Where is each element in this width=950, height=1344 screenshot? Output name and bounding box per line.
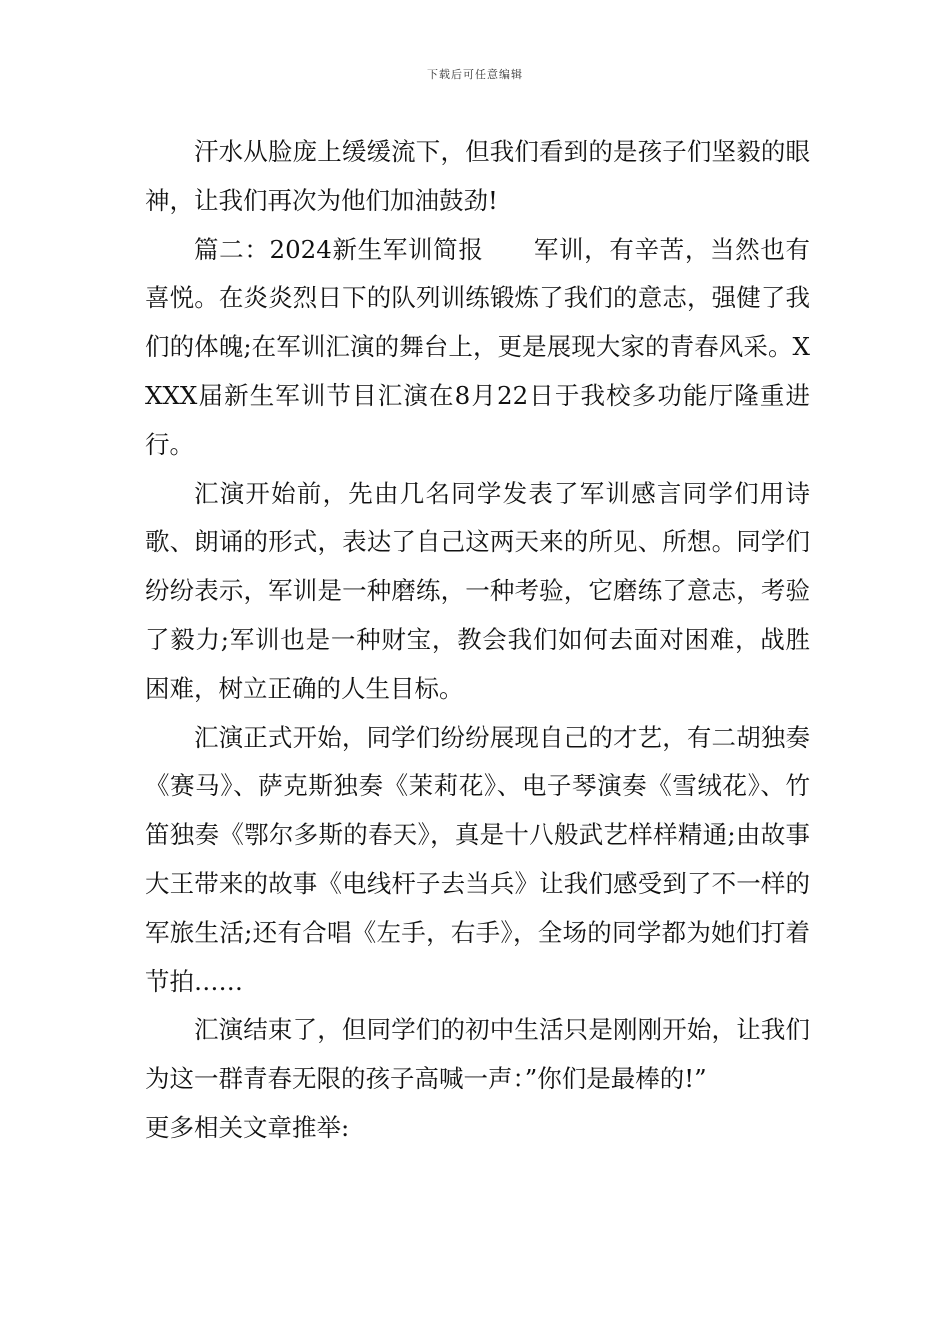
paragraph-sweat: 汗水从脸庞上缓缓流下，但我们看到的是孩子们坚毅的眼神，让我们再次为他们加油鼓劲! [145,137,810,215]
related-articles-label: 更多相关文章推举: [145,1112,350,1142]
page-header: 下载后可任意编辑 [427,68,523,81]
paragraph-briefing-intro: 篇二：2024新生军训简报 军训，有辛苦，当然也有喜悦。在炎炎烈日下的队列训练锻炼了我们的意志，强健了我们的体魄;在军训汇演的舞台上，更是展现大家的青春风采。XXXX届新生军训节目汇演在8月22日于我校多功能厅隆重进行。 [145,234,810,459]
paragraph-before-show: 汇演开始前，先由几名同学发表了军训感言同学们用诗歌、朗诵的形式，表达了自己这两天来的所见、所想。同学们纷纷表示，军训是一种磨练，一种考验，它磨练了意志，考验了毅力;军训也是一种财宝，教会我们如何去面对困难，战胜困难，树立正确的人生目标。 [145,478,810,703]
paragraph-ending: 汇演结束了，但同学们的初中生活只是刚刚开始，让我们为这一群青春无限的孩子高喊一声：”你们是最棒的!” [145,1015,810,1094]
document-body [145,128,810,1153]
paragraph-performances: 汇演正式开始，同学们纷纷展现自己的才艺，有二胡独奏《赛马》、萨克斯独奏《茉莉花》、电子琴演奏《雪绒花》、竹笛独奏《鄂尔多斯的春天》，真是十八般武艺样样精通;由故事大王带来的故事《电线杆子去当兵》让我们感受到了不一样的军旅生活;还有合唱《左手，右手》，全场的同学都为她们打着节拍…… [145,722,810,996]
